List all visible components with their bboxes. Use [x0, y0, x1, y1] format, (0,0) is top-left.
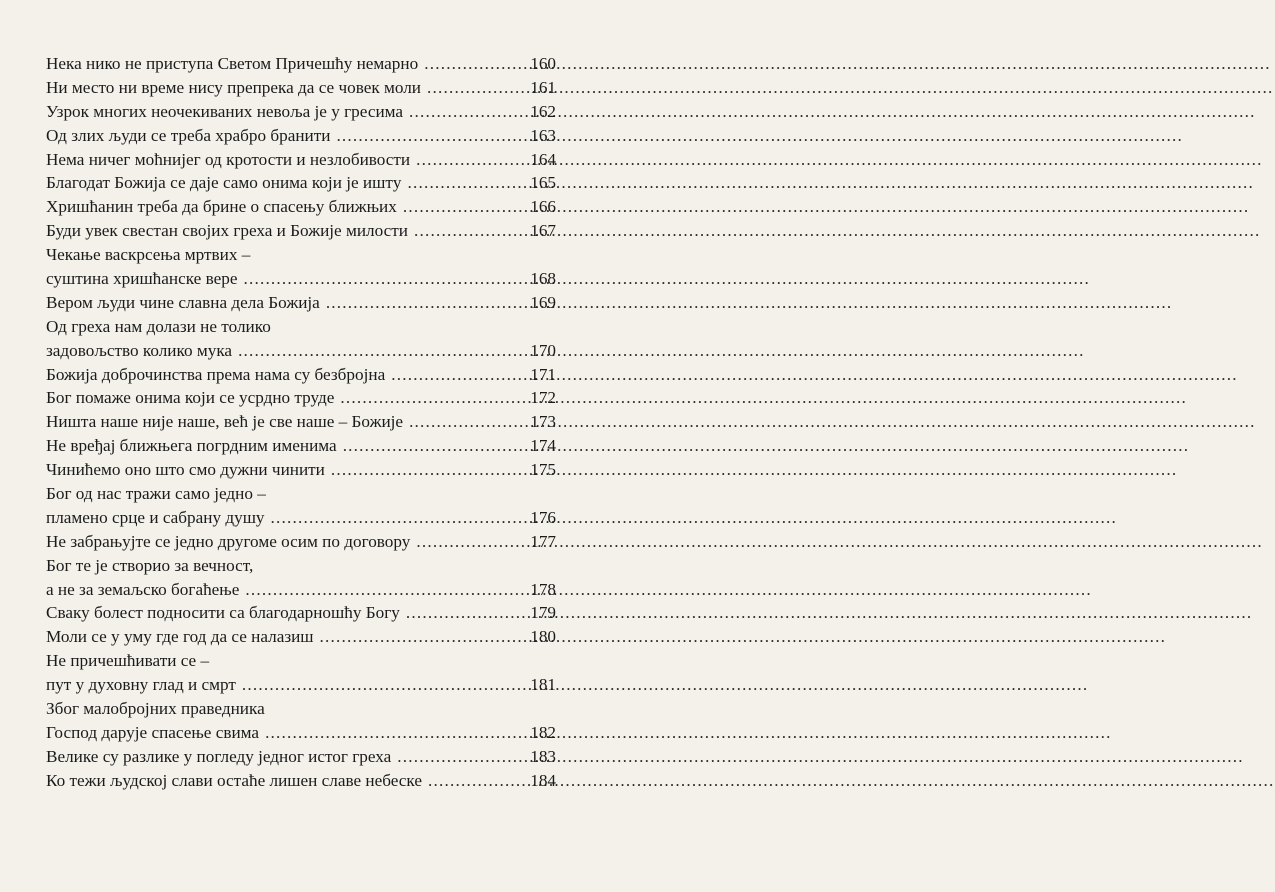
dot-leader: [416, 148, 516, 172]
toc-entry-title: задовољство колико мука: [46, 340, 233, 360]
toc-entry-title: а не за земаљско богаћење: [46, 579, 240, 599]
toc-entry-line: [46, 673, 556, 697]
toc-entry-line: [46, 291, 556, 315]
toc-entry-title: Не забрањујте се једно другоме осим по договору: [46, 531, 411, 551]
toc-entry-line: [46, 267, 556, 291]
toc-entry-page-number: 184: [530, 770, 556, 790]
dot-leader: [406, 601, 516, 625]
toc-entry-line: [46, 171, 556, 195]
dot-leader: [409, 410, 516, 434]
toc-entry-line: [46, 506, 556, 530]
toc-entry: [46, 363, 556, 387]
dot-leader: [242, 673, 516, 697]
toc-entry-title: Моли се у уму где год да се налазиш: [46, 627, 314, 647]
toc-entry: [46, 148, 556, 172]
toc-entry-page-number: 173: [530, 412, 556, 432]
toc-entry-page-number: 177: [530, 531, 556, 551]
toc-entry: [46, 769, 556, 793]
toc-entry-line: [46, 769, 556, 793]
toc-entry-title-first-line: Због малобројних праведника: [46, 699, 265, 719]
toc-entry-page-number: 160: [530, 54, 556, 73]
toc-entry: [46, 434, 556, 458]
toc-entry-page-number: 165: [530, 173, 556, 193]
dot-leader: [416, 530, 516, 554]
toc-entry-page-number: 181: [530, 675, 556, 695]
toc-entry: [46, 100, 556, 124]
toc-entry-title: Ништа наше није наше, већ је све наше – Божије: [46, 412, 404, 432]
toc-entry-page-number: 175: [530, 460, 556, 480]
toc-entry-page-number: 164: [530, 149, 556, 169]
toc-entry-title: Благодат Божија се даје само онима који је иштy: [46, 173, 402, 193]
toc-entry-line: [46, 625, 556, 649]
toc-entry-line: [46, 458, 556, 482]
toc-entry: [46, 124, 556, 148]
toc-entry-page-number: 176: [530, 507, 556, 527]
toc-entry-line: [46, 745, 556, 769]
dot-leader: [427, 76, 516, 100]
toc-entry-title-first-line: Од греха нам долази не толико: [46, 316, 271, 336]
toc-entry: [46, 745, 556, 769]
toc-entry-title: Буди увек свестан својих греха и Божије милости: [46, 221, 408, 241]
toc-entry: [46, 410, 556, 434]
dot-leader: [391, 363, 516, 387]
toc-entry-title-first-line: Бог те је створио за вечност,: [46, 555, 254, 575]
toc-entry-page-number: 161: [530, 77, 556, 97]
toc-entry-title-first-line: Бог од нас тражи само једно –: [46, 484, 266, 504]
toc-entry-title: Сваку болест подносити са благодарношћу Богу: [46, 603, 400, 623]
toc-entry: [46, 195, 556, 219]
dot-leader: [336, 124, 516, 148]
toc-entry-title: пламено срце и сабрану душу: [46, 507, 265, 527]
toc-entry-title: Вером људи чине славна дела Божија: [46, 292, 320, 312]
toc-entry-line: [46, 363, 556, 387]
dot-leader: [407, 171, 516, 195]
toc-entry-line: [46, 76, 556, 100]
toc-entry-title: Велике су разлике у погледу једног истог греха: [46, 746, 392, 766]
table-of-contents: [46, 52, 556, 793]
toc-entry-title: Узрок многих неочекиваних невоља је у гресима: [46, 101, 404, 121]
dot-leader: [424, 52, 516, 76]
toc-entry-page-number: 169: [530, 292, 556, 312]
toc-entry-page-number: 170: [530, 340, 556, 360]
toc-entry-title: Нека нико не приступа Светом Причешћу немарно: [46, 54, 419, 73]
toc-entry: [46, 315, 556, 363]
toc-entry-line: [46, 578, 556, 602]
toc-entry: [46, 554, 556, 602]
toc-entry: [46, 219, 556, 243]
dot-leader: [243, 267, 516, 291]
toc-entry-line: [46, 434, 556, 458]
dot-leader: [414, 219, 516, 243]
toc-entry-line: [46, 386, 556, 410]
toc-entry-line: [46, 410, 556, 434]
toc-entry-page-number: 167: [530, 221, 556, 241]
toc-entry: [46, 625, 556, 649]
toc-entry-page-number: 180: [530, 627, 556, 647]
toc-entry-title: Божија доброчинства према нама су безбројна: [46, 364, 386, 384]
toc-entry-page-number: 182: [530, 722, 556, 742]
dot-leader: [326, 291, 516, 315]
dot-leader: [397, 745, 516, 769]
toc-entry-title: Нема ничег моћнијег од кротости и незлобивости: [46, 149, 411, 169]
dot-leader: [238, 339, 516, 363]
toc-entry-line: [46, 530, 556, 554]
toc-entry-title-first-line: Не причешћивати се –: [46, 651, 210, 671]
dot-leader: [265, 721, 516, 745]
toc-entry: [46, 171, 556, 195]
toc-entry-line: [46, 148, 556, 172]
toc-entry-line: [46, 100, 556, 124]
toc-entry: [46, 530, 556, 554]
book-page: [0, 0, 608, 892]
dot-leader: [340, 386, 516, 410]
toc-entry-page-number: 163: [530, 125, 556, 145]
toc-entry: [46, 649, 556, 697]
toc-entry-line: [46, 601, 556, 625]
toc-entry-page-number: 174: [530, 436, 556, 456]
dot-leader: [428, 769, 516, 793]
toc-entry-line: [46, 195, 556, 219]
toc-entry-line: [46, 721, 556, 745]
toc-entry-page-number: 172: [530, 388, 556, 408]
toc-entry: [46, 76, 556, 100]
toc-entry-page-number: 171: [530, 364, 556, 384]
toc-entry-title: Бог помаже онима који се усрдно труде: [46, 388, 335, 408]
toc-entry-title: Чинићемо оно што смо дужни чинити: [46, 460, 325, 480]
toc-entry-line: [46, 124, 556, 148]
dot-leader: [245, 578, 516, 602]
toc-entry-title: Ни место ни време нису препрека да се човек моли: [46, 77, 422, 97]
toc-entry: [46, 458, 556, 482]
toc-entry-title: Од злих људи се треба храбро бранити: [46, 125, 331, 145]
dot-leader: [343, 434, 516, 458]
toc-entry-title: суштина хришћанске вере: [46, 269, 238, 289]
toc-entry: [46, 52, 556, 76]
toc-entry: [46, 386, 556, 410]
toc-entry-title: Не вређај ближњега погрдним именима: [46, 436, 337, 456]
toc-entry-title-first-line: Чекање васкрсења мртвих –: [46, 245, 251, 265]
toc-entry-page-number: 168: [530, 269, 556, 289]
dot-leader: [403, 195, 516, 219]
toc-entry-title: Господ дарује спасење свима: [46, 722, 260, 742]
toc-entry-line: [46, 339, 556, 363]
toc-entry-page-number: 179: [530, 603, 556, 623]
toc-entry-page-number: 162: [530, 101, 556, 121]
toc-entry-title: пут у духовну глад и смрт: [46, 675, 236, 695]
toc-entry-page-number: 166: [530, 197, 556, 217]
toc-entry: [46, 697, 556, 745]
toc-entry-title: Хришћанин треба да брине о спасењу ближњих: [46, 197, 397, 217]
dot-leader: [271, 506, 516, 530]
toc-entry-line: [46, 219, 556, 243]
dot-leader: [409, 100, 516, 124]
toc-entry: [46, 482, 556, 530]
toc-entry-title: Ко тежи људској слави остаће лишен славе небеске: [46, 770, 422, 790]
toc-entry-page-number: 178: [530, 579, 556, 599]
dot-leader: [320, 625, 516, 649]
toc-entry: [46, 291, 556, 315]
toc-entry-line: [46, 52, 556, 76]
dot-leader: [331, 458, 516, 482]
toc-entry: [46, 601, 556, 625]
toc-entry-page-number: 183: [530, 746, 556, 766]
toc-entry: [46, 243, 556, 291]
